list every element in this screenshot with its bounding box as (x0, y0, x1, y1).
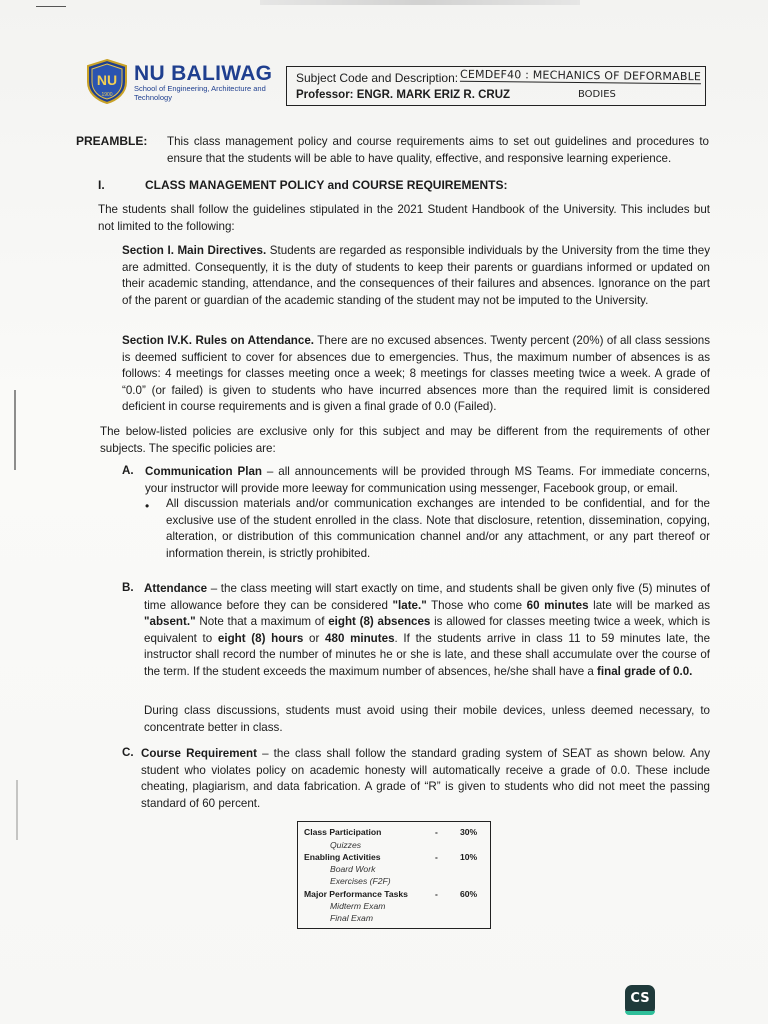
attendance-paragraph (144, 581, 710, 681)
grading-dash: - (435, 827, 438, 837)
scan-mark (36, 6, 66, 7)
attendance-final-grade: final grade of 0.0. (597, 664, 693, 678)
grading-percent: 10% (460, 852, 478, 862)
school-name: NU BALIWAG (134, 62, 273, 85)
confidentiality-bullet-text: All discussion materials and/or communication exchanges are intended to be confidential, and for the exclusive use of the student enrolled in the class. Note that disclosure, retention, dissemination, copying, alteration, or distribution of this communication channel and/or any attachment, or any part thereof or information therein, is strictly prohibited. (166, 497, 710, 560)
attendance-text: . If the students arrive in class 11 to 59 minutes late, the instructor shall record the number of minutes he or she is late, and these shall accumulate over the course of the term. If the student exceeds the maximum number of absences, he/she shall have a (144, 631, 711, 678)
scan-edge-mark (14, 390, 16, 470)
course-requirement-paragraph (141, 746, 710, 812)
attendance-title: Attendance (144, 582, 208, 595)
attendance-text: – the class meeting will start exactly on time, and students shall be given only five (5) minutes of time allowance before they can be considered (144, 582, 710, 612)
grading-category: Class Participation (304, 827, 382, 837)
attendance-late: "late." (392, 598, 427, 612)
attendance-text: late will be marked as (588, 598, 710, 612)
nu-shield-logo-icon (84, 58, 130, 104)
attendance-eight-hours: eight (8) hours (217, 631, 304, 645)
mobile-devices-paragraph: During class discussions, students must avoid using their mobile devices, unless deemed necessary, to concentrate better in class. (144, 704, 710, 734)
professor-label: Professor: ENGR. MARK ERIZ R. CRUZ (296, 89, 511, 101)
grading-dash: - (435, 852, 438, 862)
grading-category: Major Performance Tasks (304, 889, 408, 899)
attendance-60-minutes: 60 minutes (526, 598, 589, 612)
attendance-text: Those who come (426, 598, 527, 612)
attendance-rules-text: There are no excused absences. Twenty percent (20%) of all class sessions is deemed sufficient to cover for absences due to emergencies. Thus, the maximum number of absences is as follows: 4 meetings for classes meeting once a week; 8 meetings for classes meeting twice a week. A grade of “0.0” (or failed) is given to students who have incurred absences more than the required limit is considered deficient in course requirements and is given a final grade of 0.0 (Failed). (122, 334, 710, 414)
main-directives-text: Students are regarded as responsible individuals by the University from the time they are admitted. Consequently, it is the duty of students to keep their parents or guardians informed or updated on their academic standing, attendance, and the consequences of their failures and absences. Ignorance on the part of the parent or guardian of the academic standing of the student may not be imputed to the University. (122, 244, 710, 307)
grading-subitem: Board Work (330, 864, 376, 874)
attendance-480-minutes: 480 minutes (325, 631, 395, 645)
grading-subitem: Exercises (F2F) (330, 876, 391, 886)
section-title: CLASS MANAGEMENT POLICY and COURSE REQUIREMENTS: (145, 178, 508, 192)
attendance-absent: "absent." (144, 615, 196, 629)
grading-subitem: Final Exam (330, 913, 373, 923)
subject-handwritten-continuation: BODIES (578, 89, 616, 100)
svg-text:NU: NU (96, 72, 118, 88)
grading-dash: - (435, 889, 438, 899)
attendance-text: Note that a maximum of (195, 615, 329, 629)
attendance-rules-paragraph (122, 333, 710, 416)
section-number: I. (98, 178, 105, 192)
item-a-letter: A. (122, 464, 134, 477)
course-requirement-text: – the class shall follow the standard grading system of SEAT as shown below. Any student who violates policy on academic honesty will automatically receive a grade of 0.0. These include cheating, plagiarism, and data fabrication. A grade of “R” is given to students who did not meet the passing standard of 60 percent. (141, 747, 710, 810)
logo-year: 1900 (101, 92, 113, 98)
attendance-eight-absences: eight (8) absences (328, 615, 431, 629)
camscanner-badge-icon[interactable]: CS (625, 985, 655, 1015)
scan-shadow (260, 0, 580, 5)
main-directives-title: Section I. Main Directives. (122, 244, 267, 257)
scan-edge-mark (16, 780, 18, 840)
item-c-letter: C. (122, 746, 134, 759)
grading-percent: 60% (460, 889, 478, 899)
grading-subitem: Quizzes (330, 840, 362, 850)
grading-subitem: Midterm Exam (330, 901, 386, 911)
grading-table (297, 821, 491, 929)
attendance-text: or (303, 631, 326, 645)
item-b-letter: B. (122, 581, 134, 594)
subject-label: Subject Code and Description: (296, 71, 459, 85)
grading-category: Enabling Activities (304, 852, 381, 862)
subject-handwritten-code: CEMDEF40 : MECHANICS OF DEFORMABLE (459, 67, 702, 84)
bullet-icon: • (145, 499, 150, 513)
communication-plan-paragraph (145, 464, 710, 497)
main-directives-paragraph (122, 243, 710, 309)
attendance-rules-title: Section IV.K. Rules on Attendance. (122, 334, 315, 347)
grading-percent: 30% (460, 827, 478, 837)
preamble-text: This class management policy and course requirements aims to set out guidelines and procedures to ensure that the students will be able to have quality, effective, and responsive learning experience. (167, 135, 709, 165)
communication-plan-title: Communication Plan (145, 465, 262, 478)
preamble-label: PREAMBLE: (76, 134, 148, 148)
school-subtitle: School of Engineering, Architecture and Technology (134, 84, 266, 102)
specific-policies-intro: The below-listed policies are exclusive only for this subject and may be different from the requirements of other subjects. The specific policies are: (100, 425, 710, 455)
section-intro: The students shall follow the guidelines stipulated in the 2021 Student Handbook of the University. This includes but not limited to the following: (98, 203, 710, 233)
communication-plan-text: – all announcements will be provided through MS Teams. For immediate concerns, your instructor will provide more leeway for communication using messenger, Facebook group, or email. (145, 465, 710, 495)
attendance-text: is allowed for classes meeting twice a week, which is equivalent to (144, 615, 710, 645)
course-requirement-title: Course Requirement (141, 747, 257, 760)
